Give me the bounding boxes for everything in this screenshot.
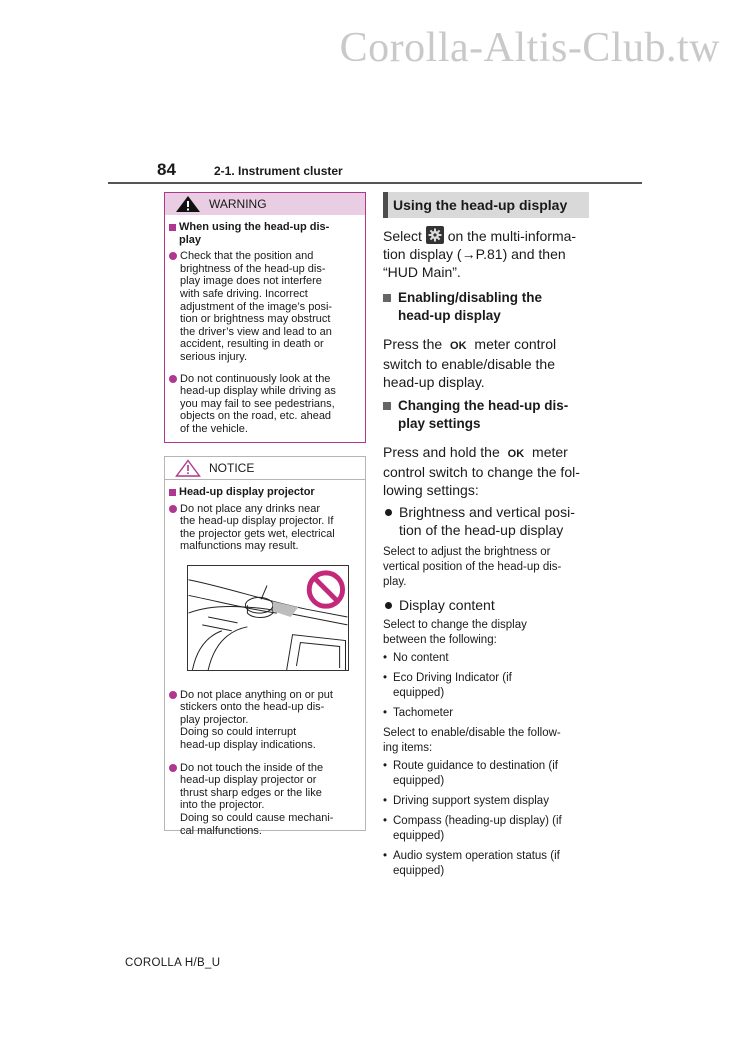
bullet-dot-icon — [169, 764, 177, 772]
notice-subhead — [169, 486, 361, 499]
enable-heading — [383, 289, 591, 325]
brightness-heading — [383, 503, 591, 539]
section-title: 2-1. Instrument cluster — [214, 164, 343, 178]
enable-paragraph — [383, 335, 591, 391]
display-content-heading — [383, 596, 591, 614]
intro-paragraph — [383, 226, 591, 281]
enable-heading-text: Enabling/disabling the head-up display — [398, 290, 543, 323]
square-marker-icon — [383, 294, 391, 302]
list-item: • Route guidance to destination (if equipped) — [383, 760, 558, 787]
intro-post: on the multi-informa- tion display (→P.81) and then “HUD Main”. — [383, 228, 577, 280]
brightness-heading-text: Brightness and vertical posi- tion of the head-up display — [399, 504, 575, 538]
notice-bullet — [169, 762, 361, 838]
list-item-text: Eco Driving Indicator (if equipped) — [393, 672, 512, 699]
display-content-description: Select to change the display between the following: — [383, 619, 527, 646]
enable-post: meter control switch to enable/disable the head-up display. — [383, 336, 557, 390]
square-bullet-icon — [169, 224, 176, 231]
bullet-dot-icon — [169, 375, 177, 383]
square-bullet-icon — [169, 489, 176, 496]
square-marker-icon — [383, 402, 391, 410]
change-heading — [383, 397, 591, 433]
prohibited-icon — [309, 573, 342, 606]
enable-items-description: Select to enable/disable the follow- ing items: — [383, 727, 561, 754]
list-item: • Driving support system display — [383, 795, 549, 807]
bullet-dot-icon — [385, 509, 392, 516]
notice-bullet-text: Do not touch the inside of the head-up display projector or thrust sharp edges or the like into the projector. Doing so could cause mechani- cal malfunctions. — [180, 761, 334, 837]
change-post: meter control switch to change the fol- lowing settings: — [383, 444, 580, 498]
list-item: • Tachometer — [383, 707, 454, 719]
change-paragraph — [383, 443, 591, 499]
notice-icon — [175, 459, 201, 477]
content-list-2 — [383, 759, 591, 879]
notice-header — [165, 457, 365, 480]
warning-subhead-text: When using the head-up dis- play — [179, 221, 330, 246]
notice-bullet — [169, 689, 361, 752]
list-item-text: Driving support system display — [393, 795, 549, 807]
warning-bullet-text: Check that the position and brightness of the head-up dis- play image does not interfere with safe driving. Incorrect adjustment of the image’s posi- tion or brightness may obstruct the driver’s view and lead to an accident, resulting in death or serious injury. — [180, 250, 333, 363]
change-heading-text: Changing the head-up dis- play settings — [398, 398, 569, 431]
change-pre: Press and hold the — [383, 444, 500, 460]
notice-bullet — [169, 503, 361, 553]
list-item-text: Audio system operation status (if equipped) — [393, 850, 560, 877]
right-column — [383, 192, 591, 879]
list-item: • Eco Driving Indicator (if equipped) — [383, 672, 512, 699]
bullet-dot-icon — [385, 602, 392, 609]
list-item: • Compass (heading-up display) (if equipped) — [383, 815, 562, 842]
warning-label: WARNING — [209, 197, 267, 211]
notice-label: NOTICE — [209, 461, 255, 475]
notice-box — [164, 456, 366, 837]
header-rule — [108, 182, 642, 184]
content-list-1 — [383, 651, 591, 721]
footer-model-code: COROLLA H/B_U — [125, 957, 221, 969]
brightness-description: Select to adjust the brightness or vertical position of the head-up dis- play. — [383, 546, 562, 588]
ok-button-icon: OK — [507, 448, 525, 460]
list-item: • Audio system operation status (if equipped) — [383, 850, 560, 877]
warning-subhead — [169, 221, 361, 246]
notice-bullet-text: Do not place anything on or put stickers onto the head-up dis- play projector. Doing so could interrupt head-up display indications. — [180, 688, 333, 751]
warning-bullet — [169, 250, 361, 363]
intro-pre: Select — [383, 228, 422, 244]
section-heading: Using the head-up display — [383, 192, 589, 218]
page-number: 84 — [157, 160, 176, 179]
list-item: • No content — [383, 652, 449, 664]
projector-illustration — [187, 565, 349, 671]
display-content-heading-text: Display content — [399, 597, 495, 613]
ok-button-icon: OK — [450, 340, 467, 352]
warning-icon — [175, 195, 201, 213]
bullet-dot-icon — [169, 691, 177, 699]
notice-bullet-text: Do not place any drinks near the head-up display projector. If the projector gets wet, electrical malfunctions may result. — [180, 502, 335, 553]
list-item-text: Route guidance to destination (if equipped) — [393, 760, 558, 787]
list-item-text: Compass (heading-up display) (if equipped) — [393, 815, 562, 842]
settings-gear-icon — [426, 226, 444, 244]
list-item-text: No content — [393, 652, 449, 664]
watermark: Corolla-Altis-Club.tw — [339, 25, 720, 71]
notice-subhead-text: Head-up display projector — [179, 486, 315, 498]
warning-box — [164, 192, 366, 443]
bullet-dot-icon — [169, 505, 177, 513]
bullet-dot-icon — [169, 252, 177, 260]
warning-header — [165, 193, 365, 215]
warning-bullet — [169, 373, 361, 436]
list-item-text: Tachometer — [393, 707, 454, 719]
enable-pre: Press the — [383, 336, 443, 352]
warning-bullet-text: Do not continuously look at the head-up display while driving as you may fail to see pedestrians, objects on the road, etc. ahead of the vehicle. — [180, 372, 336, 435]
